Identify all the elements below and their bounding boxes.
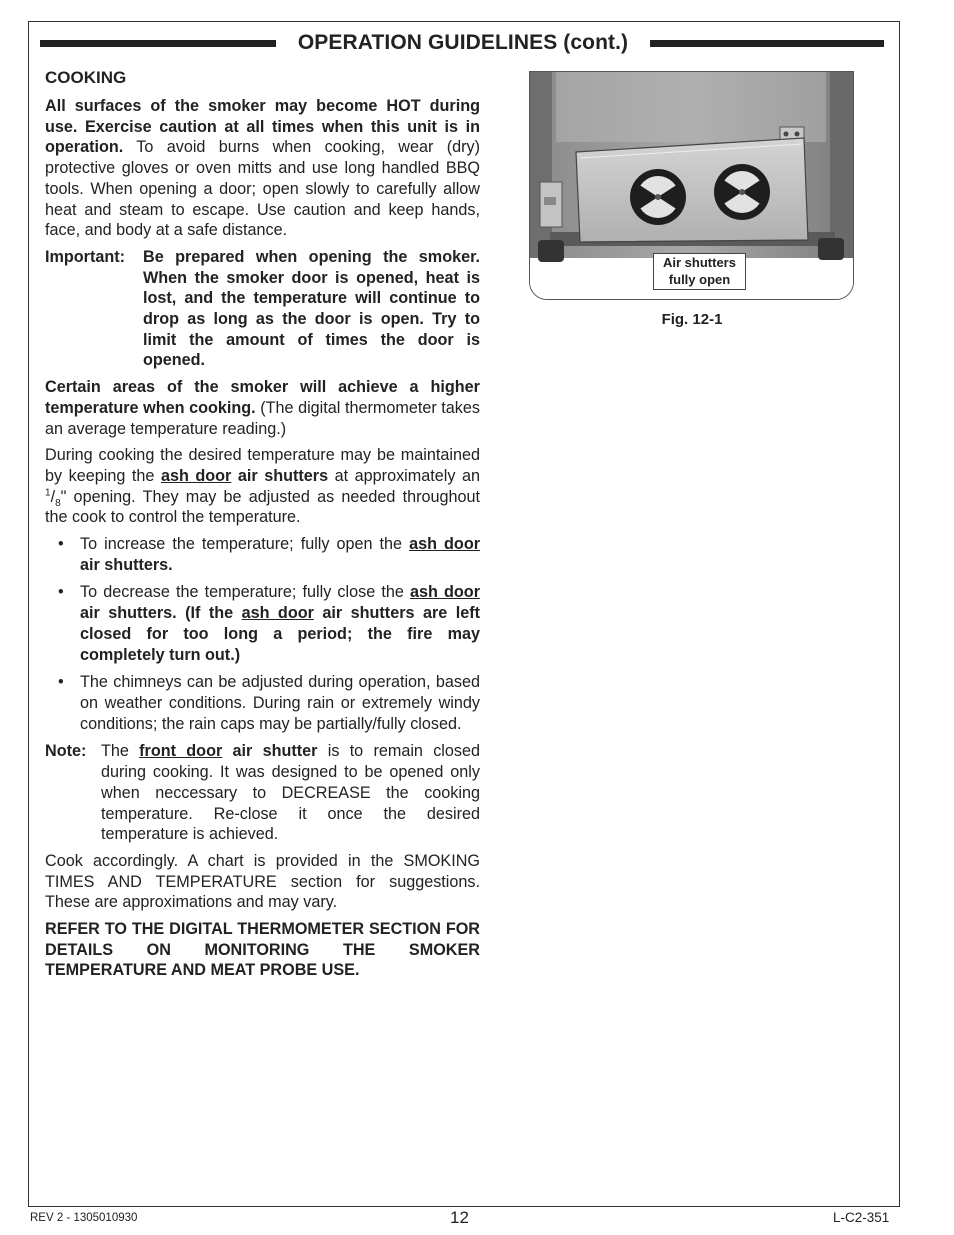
higher-temp-text: (The digital thermometer takes an average temperature reading.) <box>45 398 480 438</box>
bullet3-text: The chimneys can be adjusted during operation, based on weather conditions. During rain or extremely windy conditions; the rain caps may be partially/fully closed. <box>80 673 480 733</box>
maintain-text-b: at approximately an <box>328 466 480 485</box>
bullet1-bold: air shutters. <box>80 555 173 574</box>
ash-door-term: ash door <box>410 583 480 602</box>
air-shutter-term: air shutter <box>222 742 318 761</box>
figure-callout <box>653 253 746 290</box>
callout-line1: Air shutters <box>663 255 736 270</box>
ash-door-term: ash door <box>241 604 314 623</box>
bullet2-text: To decrease the temperature; fully close the <box>80 583 410 602</box>
ash-door-term: ash door <box>409 535 481 554</box>
page-title: OPERATION GUIDELINES (cont.) <box>297 31 629 54</box>
fraction-numerator: 1 <box>45 487 51 499</box>
front-door-term: front door <box>139 742 223 761</box>
maintain-text-a: During cooking the desired temperature may be maintained by keeping the <box>45 446 480 485</box>
important-text <box>143 247 480 371</box>
figure-label: Fig. 12-1 <box>661 311 723 328</box>
title-rule-right <box>650 40 884 47</box>
important-label: Important: <box>45 247 126 266</box>
text-column <box>45 66 480 987</box>
refer-thermometer-paragraph <box>45 919 480 981</box>
title-rule-left <box>40 40 276 47</box>
warning-bold: All surfaces of the smoker may become HOT during use. Exercise caution at all times when this unit is in operation. <box>45 97 480 157</box>
bullet1-text: To increase the temperature; fully open the <box>80 535 410 554</box>
bullet-mark: • <box>58 583 64 602</box>
page-number: 12 <box>450 1208 469 1227</box>
refer-bold: REFER TO THE DIGITAL THERMOMETER SECTION FOR DETAILS ON MONITORING THE SMOKER TEMPERATURE AND MEAT PROBE USE. <box>45 920 480 980</box>
fraction-denominator: 8 <box>55 497 61 509</box>
note-text <box>101 741 480 845</box>
bullet-mark: • <box>58 673 64 692</box>
bullet2-bold-a: air shutters. (If the <box>80 604 242 623</box>
higher-temp-bold: Certain areas of the smoker will achieve a higher temperature when cooking. <box>45 378 480 417</box>
warning-text: To avoid burns when cooking, wear (dry) protective gloves or oven mitts and use long handled BBQ tools. When opening a door; open slowly to carefully allow heat and steam to escape. Use caution and keep hands, face, and body at a safe distance. <box>45 138 480 240</box>
callout-line2: fully open <box>668 271 731 287</box>
cook-accordingly-paragraph: Cook accordingly. A chart is provided in the SMOKING TIMES AND TEMPERATURE section for suggestions. These are approximations and may vary. <box>45 851 480 912</box>
bullet2-bold-b: air shutters are left closed for too long a period; the fire may completely turn out.) <box>80 604 481 664</box>
air-shutter-left <box>630 169 686 225</box>
air-shutters-term: air shutters <box>231 466 329 485</box>
air-shutter-right <box>714 164 770 220</box>
section-heading: COOKING <box>45 68 127 87</box>
note-block <box>45 741 480 845</box>
maintain-temp-paragraph <box>45 445 480 528</box>
hot-surface-warning <box>45 96 480 241</box>
maintain-text-c: " opening. They may be adjusted as needed throughout the cook to control the temperature. <box>45 487 480 527</box>
document-code: L-C2-351 <box>833 1210 890 1225</box>
temperature-bullets <box>45 534 480 734</box>
ash-door-term: ash door <box>160 466 232 485</box>
bullet-mark: • <box>58 535 64 554</box>
important-block <box>45 247 480 371</box>
list-item <box>45 534 480 575</box>
list-item <box>45 582 480 665</box>
fraction: $^1/_8$ <box>45 487 61 509</box>
higher-temp-paragraph <box>45 377 480 439</box>
note-text-a: The <box>101 742 140 761</box>
note-text-b: is to remain closed during cooking. It was designed to be opened only when neccessary to DECREASE the cooking temperature. Re-close it once the desired temperature is achieved. <box>101 742 480 844</box>
note-label: Note: <box>45 742 87 761</box>
list-item <box>45 672 480 734</box>
revision-code: REV 2 - 1305010930 <box>30 1212 138 1224</box>
important-bold-text: Be prepared when opening the smoker. When the smoker door is opened, heat is lost, and the temperature will continue to drop as long as the door is open. Try to limit the amount of times the door is opened. <box>143 247 480 370</box>
